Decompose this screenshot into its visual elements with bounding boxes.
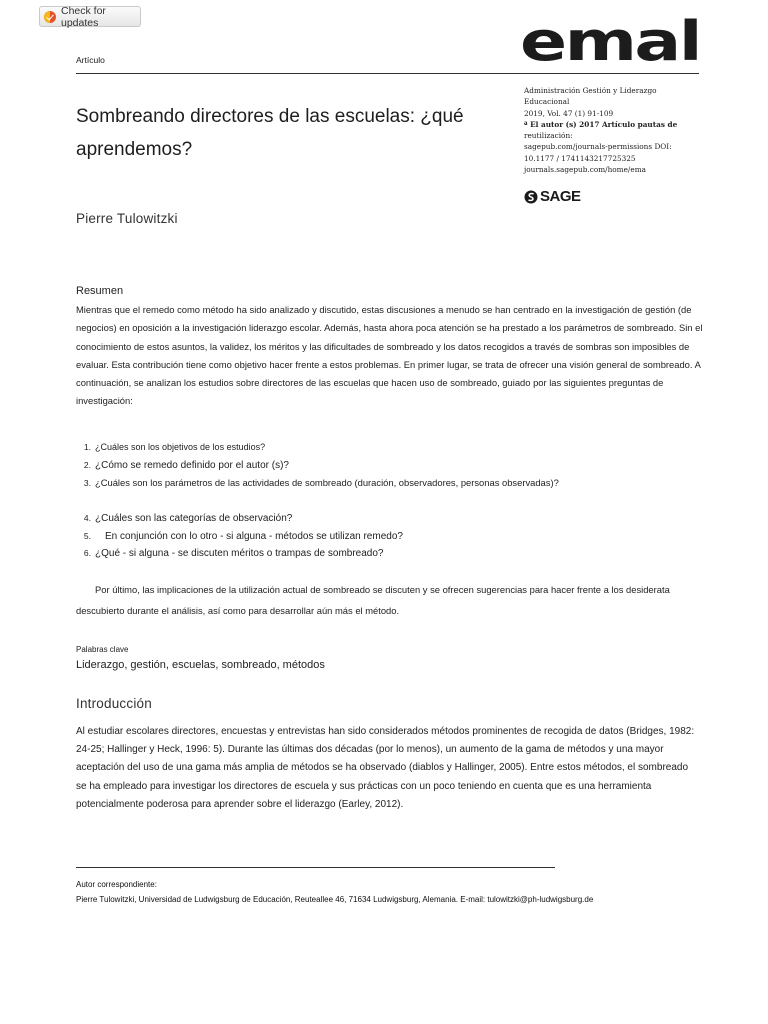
meta-line: reutilización: xyxy=(524,131,573,141)
corresponding-author-label: Autor correspondiente: xyxy=(76,880,157,889)
list-item-text: ¿Qué - si alguna - se discuten méritos o trampas de sombreado? xyxy=(95,548,384,560)
list-item-text: ¿Cuáles son los parámetros de las actividades de sombreado (duración, observadores, personas observadas)? xyxy=(95,477,559,489)
list-item xyxy=(76,442,716,460)
sage-logo xyxy=(524,188,581,205)
list-item-number: 3. xyxy=(83,478,91,489)
list-item-text: En conjunción con lo otro - si alguna - métodos se utilizan remedo? xyxy=(105,530,403,542)
list-item-number: 1. xyxy=(83,442,91,452)
meta-line: sagepub.com/journals-permissions DOI: xyxy=(524,142,672,152)
abstract-text: Mientras que el remedo como método ha sido analizado y discutido, estas discusiones a menudo se han centrado en la investigación de gestión (de negocios) en oposición a la investigación liderazgo escolar. Además, hasta ahora poca atención se ha prestado a los parámetros de sombreado. Sin el conocimiento de estos asuntos, la validez, los méritos y las dificultades de sombreado y los datos recogidos a través de sombras son imposibles de evaluar. Esta contribución tiene como objetivo hacer frente a estos problemas. En primer lugar, se trata de ofrecer una visión general de sombreado. A continuación, se analizan los estudios sobre directores de las escuelas que hacen uso de sombreado, guiado por las siguientes preguntas de investigación: xyxy=(76,304,703,407)
journal-logo xyxy=(520,18,702,66)
article-type: Artículo xyxy=(76,55,105,65)
header-rule xyxy=(76,73,699,74)
list-item xyxy=(76,513,716,531)
list-item-text: ¿Cuáles son los objetivos de los estudios? xyxy=(95,442,266,452)
meta-line: Administración Gestión y Liderazgo xyxy=(524,86,657,95)
article-title: Sombreando directores de las escuelas: ¿qué aprendemos? xyxy=(76,106,464,160)
research-questions-list xyxy=(76,442,716,495)
footnote-rule xyxy=(76,867,555,868)
crossmark-icon xyxy=(44,11,56,23)
list-item xyxy=(76,477,716,495)
introduction-text: Al estudiar escolares directores, encuestas y entrevistas han sido considerados métodos prominentes de recogida de datos (Bridges, 1982: 24-25; Hallinger y Heck, 1996: 5). Durante las últimas dos décadas (por lo menos), un aumento de la gama de métodos y una mayor aceptación del uso de una gama más amplia de métodos se ha observado (diablos y Hallinger, 2005). Entre estos métodos, el sombreado se ha empleado para investigar los directores de escuela y sus prácticas con un poco teniendo en cuenta que es una herramienta potencialmente poderosa para aprender sobre el liderazgo (Earley, 2012). xyxy=(76,726,695,810)
keywords-text: Liderazgo, gestión, escuelas, sombreado, métodos xyxy=(76,659,325,671)
author-name: Pierre Tulowitzki xyxy=(76,211,178,226)
list-item-text: ¿Cómo se remedo definido por el autor (s)? xyxy=(95,459,289,471)
check-for-updates-button[interactable] xyxy=(39,6,141,27)
introduction-heading: Introducción xyxy=(76,696,152,711)
list-item xyxy=(76,548,716,566)
list-item-number: 2. xyxy=(83,459,91,470)
journal-logo-text: emal xyxy=(520,18,700,66)
sage-logo-text: SAGE xyxy=(540,188,581,205)
list-item-number: 6. xyxy=(83,548,91,559)
list-item-text: ¿Cuáles son las categorías de observación? xyxy=(95,513,293,524)
meta-line: ª El autor (s) 2017 Artículo pautas de xyxy=(524,119,678,129)
check-for-updates-label: Check for updates xyxy=(61,4,106,29)
meta-line: journals.sagepub.com/home/ema xyxy=(524,165,646,175)
list-item-number: 5. xyxy=(83,530,91,541)
meta-line: 2019, Vol. 47 (1) 91-109 xyxy=(524,108,614,118)
list-item xyxy=(76,460,716,478)
corresponding-author-text: Pierre Tulowitzki, Universidad de Ludwigsburg de Educación, Reuteallee 46, 71634 Ludwigsburg, Alemania. E-mail: tulowitzki@ph-ludwigsburg.de xyxy=(76,895,594,904)
abstract-heading: Resumen xyxy=(76,285,124,297)
meta-line: 10.1177 / 1741143217725325 xyxy=(524,153,636,163)
research-questions-list xyxy=(76,513,716,566)
list-item xyxy=(76,531,716,549)
meta-line: Educacional xyxy=(524,97,570,107)
list-item-number: 4. xyxy=(83,513,91,523)
abstract-closing: Por último, las implicaciones de la utilización actual de sombreado se discuten y se ofrecen sugerencias para hacer frente a los desiderata descubierto durante el análisis, así como para desarrollar aún más el método. xyxy=(76,584,670,616)
sage-mark-icon xyxy=(524,189,538,205)
journal-meta xyxy=(524,85,704,175)
keywords-label: Palabras clave xyxy=(76,645,129,654)
